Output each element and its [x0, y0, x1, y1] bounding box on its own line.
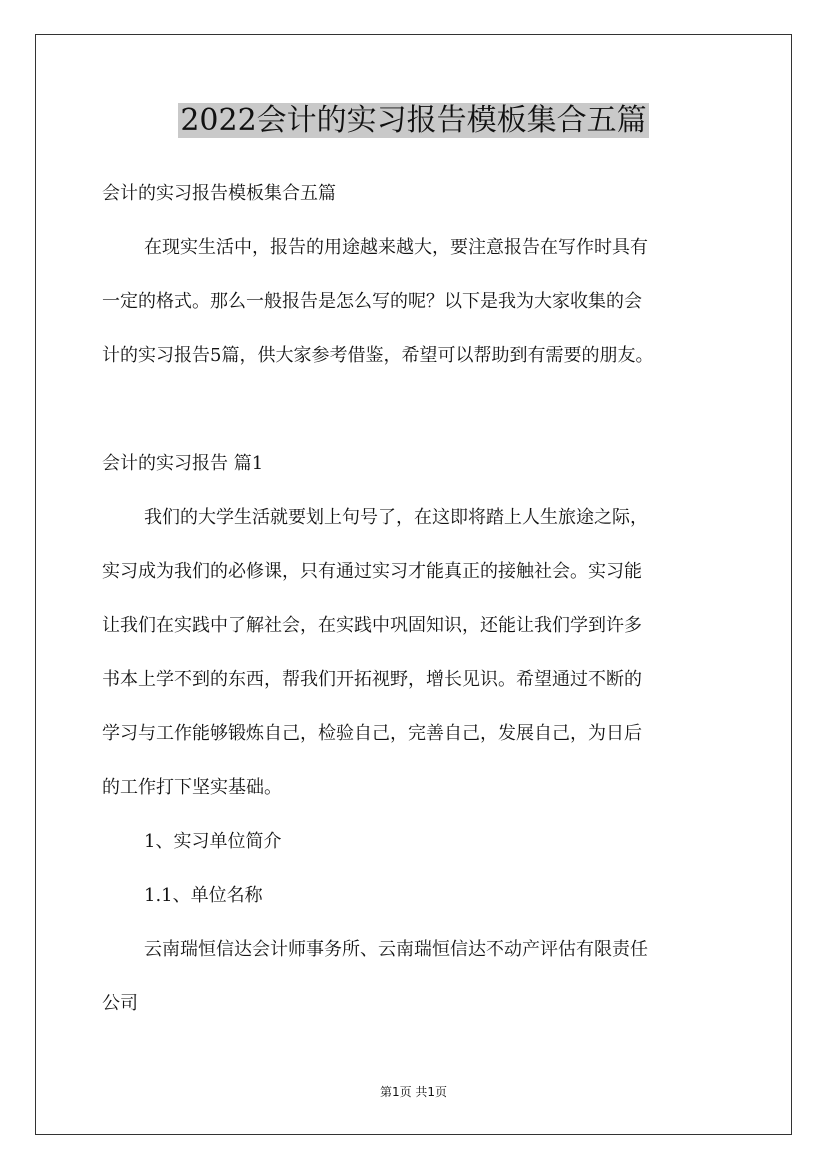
page-footer: 第1页 共1页 [379, 1085, 448, 1099]
document-title: 2022会计的实习报告模板集合五篇 [180, 103, 647, 138]
list-item-unit-intro: 1、实习单位简介 [144, 831, 282, 852]
list-item-unit-name: 1.1、单位名称 [144, 885, 263, 906]
intro-line-1: 在现实生活中，报告的用途越来越大，要注意报告在写作时具有 [144, 237, 648, 258]
paragraph-line-4: 书本上学不到的东西，帮我们开拓视野，增长见识。希望通过不断的 [102, 669, 642, 690]
company-line-2: 公司 [102, 993, 138, 1014]
paragraph-line-2: 实习成为我们的必修课，只有通过实习才能真正的接触社会。实习能 [102, 561, 642, 582]
intro-line-3: 计的实习报告5篇，供大家参考借鉴，希望可以帮助到有需要的朋友。 [102, 345, 654, 366]
section-heading: 会计的实习报告 篇1 [102, 453, 264, 474]
company-line-1: 云南瑞恒信达会计师事务所、云南瑞恒信达不动产评估有限责任 [144, 939, 648, 960]
intro-line-2: 一定的格式。那么一般报告是怎么写的呢？以下是我为大家收集的会 [102, 291, 642, 312]
paragraph-line-3: 让我们在实践中了解社会，在实践中巩固知识，还能让我们学到许多 [102, 615, 642, 636]
subtitle: 会计的实习报告模板集合五篇 [102, 183, 336, 204]
paragraph-line-6: 的工作打下坚实基础。 [102, 777, 282, 798]
paragraph-line-5: 学习与工作能够锻炼自己，检验自己，完善自己，发展自己，为日后 [102, 723, 642, 744]
paragraph-line-1: 我们的大学生活就要划上句号了，在这即将踏上人生旅途之际， [144, 507, 648, 528]
